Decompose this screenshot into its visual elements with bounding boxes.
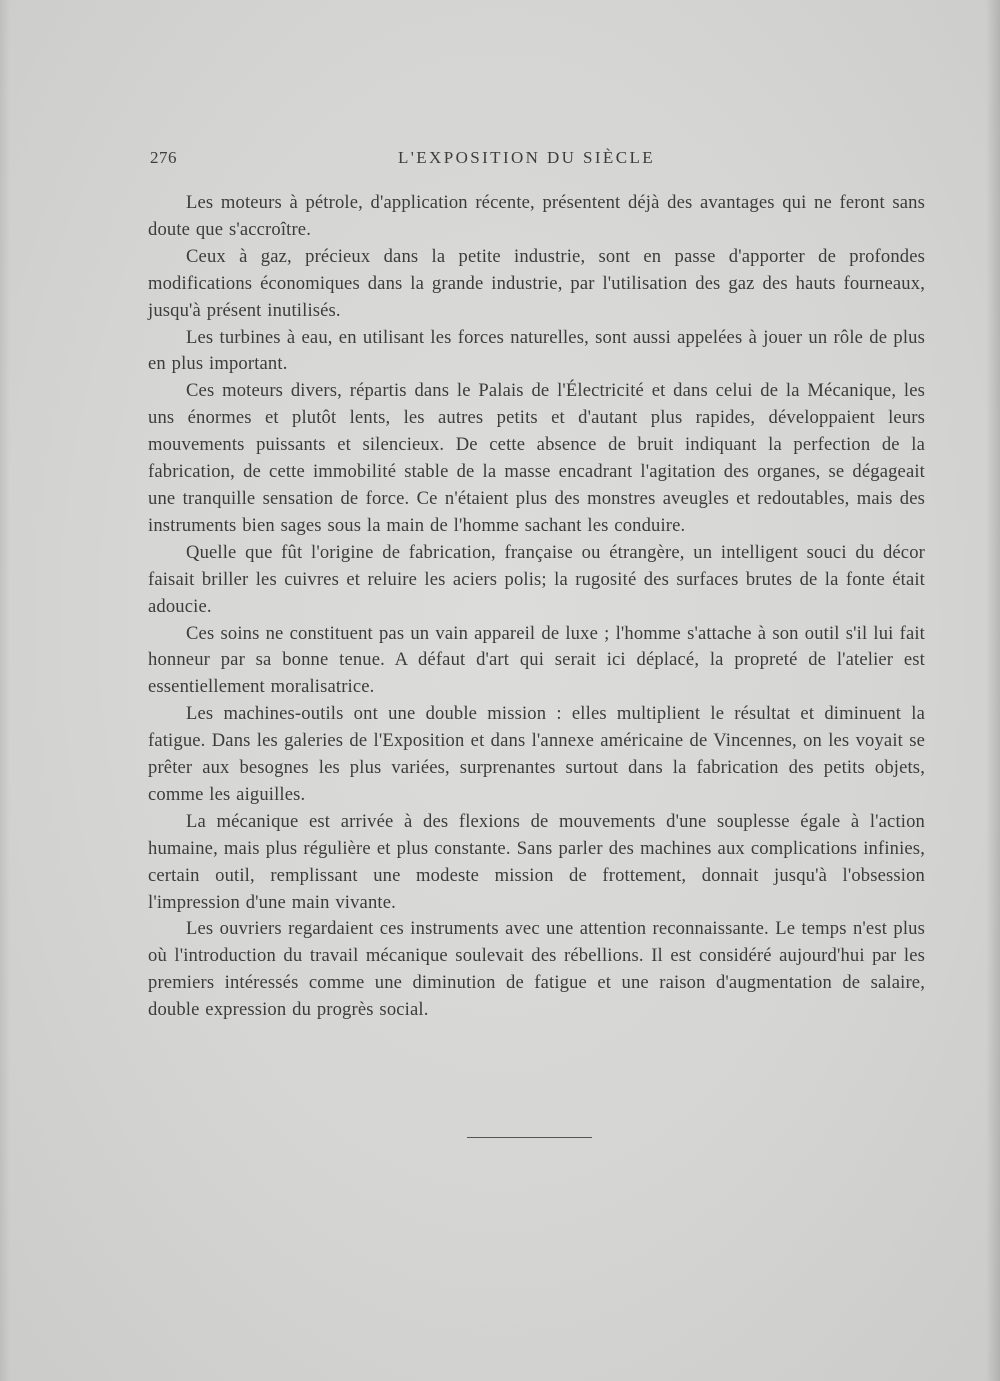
paragraph: La mécanique est arrivée à des flexions de mouvements d'une souplesse égale à l'action humaine, mais plus régulière et plus constante. Sans parler des machines aux complications infinies, certain outil, remplissant une modeste mission de frottement, donnait jusqu'à l'obsession l'impression d'une main vivante. (148, 810, 925, 913)
running-header (150, 148, 930, 176)
paragraph: Les moteurs à pétrole, d'application récente, présentent déjà des avantages qui ne feront sans doute que s'accroître. (148, 192, 925, 240)
paragraph: Ces soins ne constituent pas un vain appareil de luxe ; l'homme s'attache à son outil s'il lui fait honneur par sa bonne tenue. A défaut d'art qui serait ici déplacé, la propreté de l'atelier est essentiellement moralisatrice. (148, 622, 925, 698)
paragraph: Les turbines à eau, en utilisant les forces naturelles, sont aussi appelées à jouer un rôle de plus en plus important. (148, 326, 925, 375)
section-end-rule (467, 1137, 592, 1138)
paragraph: Les ouvriers regardaient ces instruments avec une attention reconnaissante. Le temps n'est plus où l'introduction du travail mécanique soulevait des rébellions. Il est considéré aujourd'hui par les premiers intéressés comme une diminution de fatigue et une raison d'augmentation de salaire, double expression du progrès social. (148, 918, 925, 1021)
page-number: 276 (150, 148, 177, 167)
paragraph: Quelle que fût l'origine de fabrication, française ou étrangère, un intelligent souci du décor faisait briller les cuivres et reluire les aciers polis; la rugosité des surfaces brutes de la fonte était adoucie. (148, 541, 925, 617)
paragraph: Les machines-outils ont une double mission : elles multiplient le résultat et diminuent la fatigue. Dans les galeries de l'Exposition et dans l'annexe américaine de Vincennes, on les voyait se prêter aux besognes les plus variées, surprenantes surtout dans la fabrication des petits objets, comme les aiguilles. (148, 703, 925, 805)
running-title: L'EXPOSITION DU SIÈCLE (398, 148, 656, 167)
paragraph: Ces moteurs divers, répartis dans le Palais de l'Électricité et dans celui de la Mécanique, les uns énormes et plutôt lents, les autres petits et d'autant plus rapides, développaient leurs mouvements puissants et silencieux. De cette absence de bruit indiquant la perfection de la fabrication, de cette immobilité stable de la masse encadrant l'agitation des organes, se dégageait une tranquille sensation de force. Ce n'étaient plus des monstres aveugles et redoutables, mais des instruments bien sages sous la main de l'homme sachant les conduire. (148, 380, 925, 536)
body-text (148, 190, 925, 1024)
page-edge-shadow-right (986, 0, 1000, 1381)
page-edge-shadow-left (0, 0, 10, 1381)
paragraph: Ceux à gaz, précieux dans la petite industrie, sont en passe d'apporter de profondes modifications économiques dans la grande industrie, par l'utilisation des gaz des hauts fourneaux, jusqu'à présent inutilisés. (148, 245, 925, 321)
